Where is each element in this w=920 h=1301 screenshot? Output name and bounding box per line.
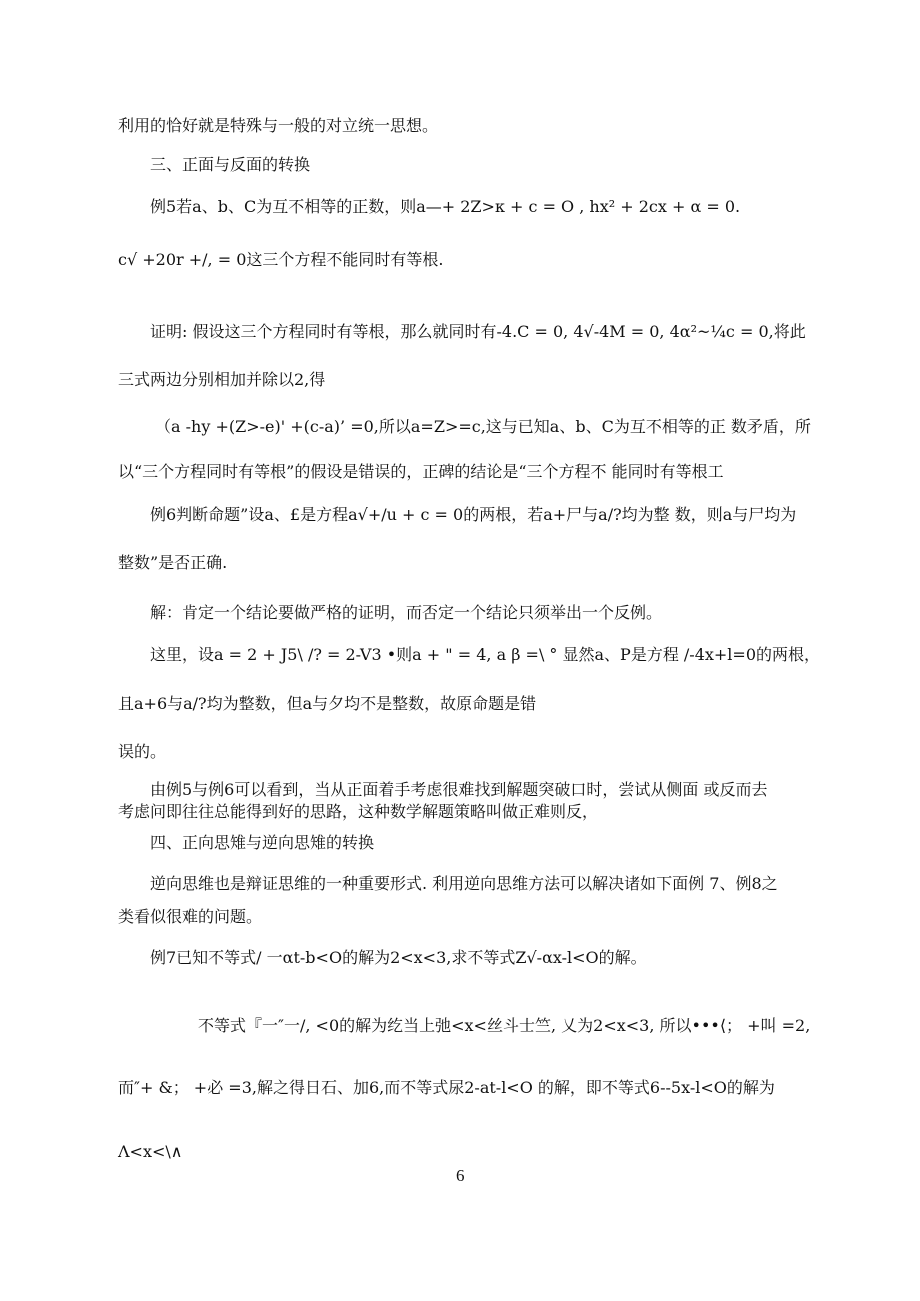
section-heading: 四、正向思雉与逆向思雉的转换 [150, 833, 375, 852]
text-line: 利用的恰好就是特殊与一般的对立统一思想。 [118, 116, 439, 135]
text-line: 证明: 假设这三个方程同时有等根，那么就同时有-4.C = 0, 4√-4M = 0, 4α²~¼c = 0,将此 [150, 322, 806, 341]
text-line: 考虑问即往往总能得到好的思路，这种数学解题策略叫做正难则反， [118, 802, 599, 821]
text-line: c√ +20r +/, = 0这三个方程不能同时有等根. [118, 250, 444, 269]
text-line: 解：肯定一个结论要做严格的证明，而否定一个结论只须举出一个反例。 [150, 603, 663, 622]
text-line: 例5若a、b、C为互不相等的正数，则a—+ 2Z>κ + c = O , hx² + 2cx + α = 0. [150, 197, 741, 216]
text-line: 这里，设a = 2 + J5\ /? = 2-V3 •则a + " = 4, a β =\ ° 显然a、P是方程 /-4x+l=0的两根， [150, 645, 821, 664]
text-line: Λ<x<\∧ [118, 1142, 183, 1161]
section-heading: 三、正面与反面的转换 [150, 155, 311, 174]
text-line: 由例5与例6可以看到，当从正面着手考虑很难找到解题突破口时，尝试从侧面 或反而去 [150, 780, 768, 799]
text-line: 三式两边分别相加并除以2,得 [118, 370, 326, 389]
text-line: 例6判断命题”设a、£是方程a√+/u + c = 0的两根，若a+尸与a/?均为整 数，则a与尸均为 [150, 505, 797, 524]
text-line: （a -hy +(Z>-e)' +(c-a)’ =0,所以a=Z>=c,这与已知a、b、C为互不相等的正 数矛盾，所 [155, 417, 811, 436]
page-number: 6 [456, 1166, 465, 1185]
text-line: 类看似很难的问题。 [118, 907, 263, 926]
text-line: 而″+ &； +必 =3,解之得日石、加6,而不等式尿2-at-l<O 的解，即不等式6--5x-l<O的解为 [118, 1078, 775, 1097]
text-line: 整数”是否正确. [118, 553, 228, 572]
text-line: 逆向思维也是辩证思维的一种重要形式. 利用逆向思维方法可以解决诸如下面例 7、例8之 [150, 874, 778, 893]
text-line: 不等式『一″一/, <0的解为纥当上弛<x<丝斗士竺, 乂为2<x<3, 所以•••⟨； +叫 =2, [198, 1016, 811, 1035]
text-line: 误的。 [118, 742, 167, 761]
text-line: 且a+6与a/?均为整数，但a与夕均不是整数，故原命题是错 [118, 694, 537, 713]
text-line: 以“三个方程同时有等根”的假设是错误的，正碑的结论是“三个方程不 能同时有等根工 [118, 462, 724, 481]
text-line: 例7已知不等式/ 一αt-b<O的解为2<x<3,求不等式Z√-αx-l<O的解。 [150, 948, 647, 967]
